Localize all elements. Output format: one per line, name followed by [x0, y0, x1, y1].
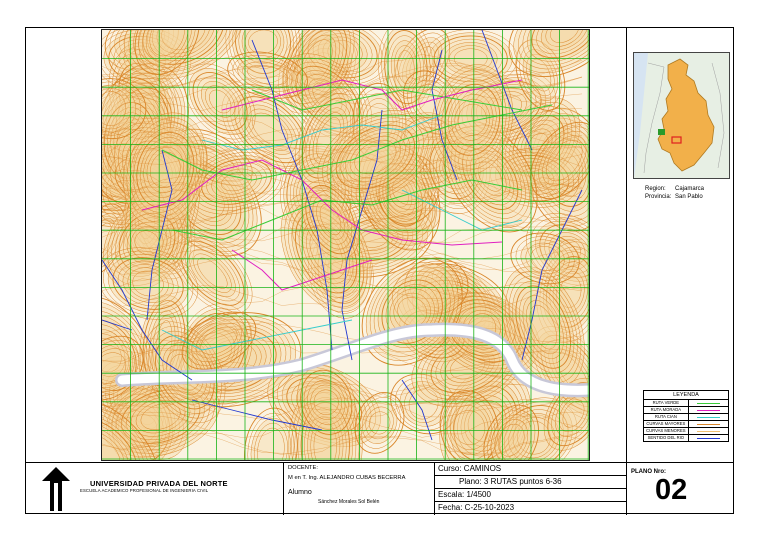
legend-title: LEYENDA: [644, 391, 728, 400]
fecha-field: Fecha: C-25-10-2023: [438, 503, 515, 512]
legend-label: SENTIDO DEL RIO: [644, 435, 689, 441]
legend-symbol: [689, 417, 728, 418]
legend-label: CURVAS MENORES: [644, 428, 689, 434]
escala-field: Escala: 1/4500: [435, 489, 626, 502]
legend-symbol: [689, 431, 728, 432]
region-value: Cajamarca: [675, 186, 705, 192]
plano-number-label: PLANO Nro:: [631, 469, 666, 475]
legend-row: [644, 400, 728, 407]
plano-description: Plano: 3 RUTAS puntos 6-36: [435, 476, 626, 489]
legend-row: [644, 407, 728, 414]
university-name: UNIVERSIDAD PRIVADA DEL NORTE: [90, 479, 228, 488]
legend: [643, 390, 729, 442]
docente-name: M en T. Ing. ALEJANDRO CUBAS BECERRA: [288, 475, 406, 481]
region-info: [645, 185, 704, 201]
docente-cell: [284, 463, 435, 515]
legend-label: RUTA VERDE: [644, 400, 689, 406]
topographic-map: [101, 29, 590, 461]
alumno-name: Sánchez Morales Sol Belén: [318, 499, 380, 505]
legend-symbol: [689, 424, 728, 425]
alumno-label: Alumno: [288, 489, 312, 496]
plano-number: 02: [655, 474, 688, 506]
legend-label: CURVAS MAYORES: [644, 421, 689, 427]
university-logo: [36, 467, 76, 511]
legend-row: [644, 435, 728, 441]
course-cell: [435, 463, 627, 515]
plano-number-cell: [627, 463, 733, 515]
drawing-sheet: [25, 27, 734, 514]
university-cell: [26, 463, 284, 515]
location-map: [633, 52, 730, 179]
title-block: [26, 462, 733, 514]
right-info-panel: [626, 28, 734, 462]
location-map-canvas: [634, 53, 729, 178]
topographic-map-canvas: [102, 30, 589, 460]
docente-label: DOCENTE:: [288, 465, 318, 471]
legend-row: [644, 414, 728, 421]
province-value: San Pablo: [675, 194, 703, 200]
curso-field: Curso: CAMINOS: [435, 463, 626, 476]
region-label: Region:: [645, 186, 666, 192]
legend-label: RUTA MORADA: [644, 407, 689, 413]
school-name: ESCUELA ACADEMICO PROFESIONAL DE INGENIERIA CIVIL: [80, 488, 209, 493]
legend-symbol: [689, 410, 728, 411]
legend-symbol: [689, 403, 728, 404]
legend-row: [644, 428, 728, 435]
legend-symbol: [689, 438, 728, 439]
province-label: Provincia:: [645, 194, 672, 200]
legend-label: RUTA CIAN: [644, 414, 689, 420]
legend-row: [644, 421, 728, 428]
